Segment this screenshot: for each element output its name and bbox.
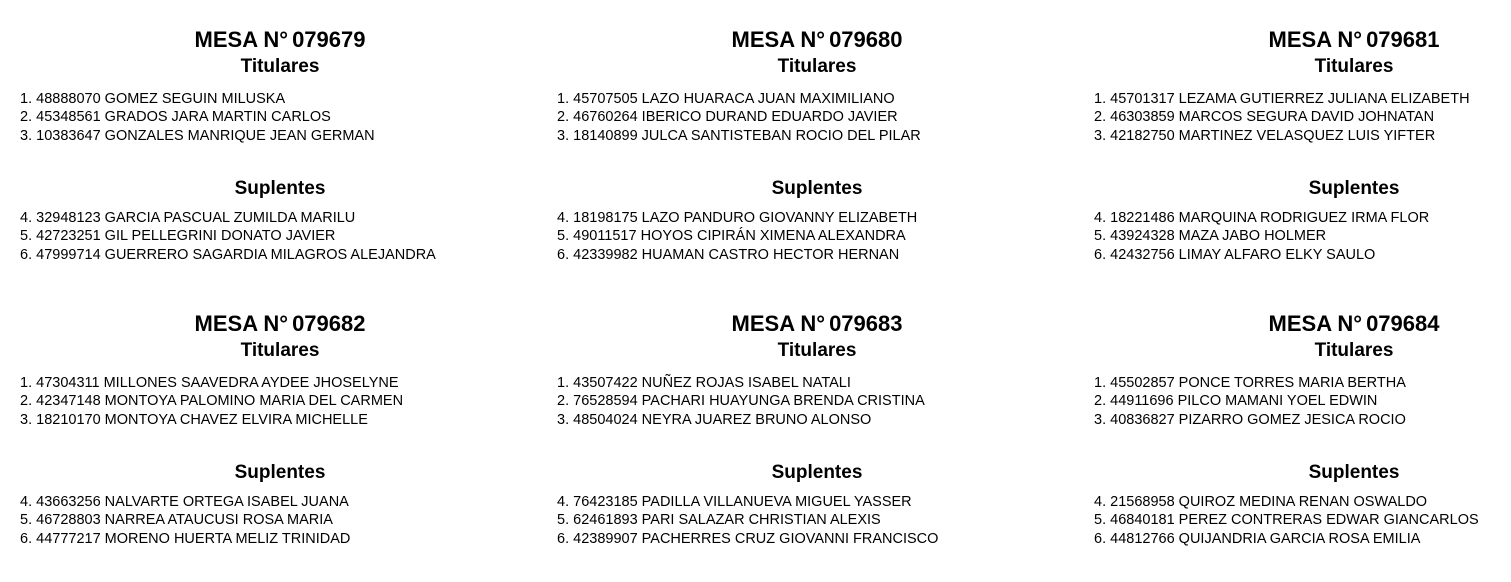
member-dni: 42182750 bbox=[1110, 127, 1175, 144]
suplentes-heading: Suplentes bbox=[771, 462, 863, 483]
member-index: 1. bbox=[557, 375, 570, 391]
list-item bbox=[20, 374, 403, 392]
list-item bbox=[20, 209, 436, 227]
mesa-title bbox=[687, 311, 947, 337]
member-dni: 46303859 bbox=[1110, 109, 1175, 126]
member-index: 4. bbox=[20, 210, 33, 226]
list-item bbox=[557, 227, 917, 245]
list-item bbox=[1094, 530, 1479, 548]
list-item bbox=[557, 209, 917, 227]
member-index: 3. bbox=[20, 411, 33, 428]
mesa-number: 079683 bbox=[829, 311, 903, 336]
titulares-list bbox=[1094, 90, 1470, 145]
member-index: 1. bbox=[1094, 375, 1107, 391]
mesa-number: 079684 bbox=[1366, 311, 1440, 336]
member-index: 4. bbox=[20, 494, 33, 510]
member-index: 5. bbox=[1094, 512, 1107, 529]
member-name: PACHARI HUAYUNGA BRENDA CRISTINA bbox=[641, 393, 925, 410]
member-index: 5. bbox=[557, 228, 570, 245]
member-dni: 45348561 bbox=[36, 109, 101, 126]
member-index: 2. bbox=[1094, 109, 1107, 126]
titulares-heading: Titulares bbox=[1314, 340, 1394, 361]
member-name: GONZALES MANRIQUE JEAN GERMAN bbox=[104, 127, 375, 144]
member-name: PILCO MAMANI YOEL EDWIN bbox=[1177, 393, 1378, 410]
member-name: GARCIA PASCUAL ZUMILDA MARILU bbox=[104, 210, 356, 226]
member-index: 3. bbox=[557, 411, 570, 428]
list-item bbox=[20, 411, 403, 429]
list-item bbox=[1094, 246, 1429, 264]
member-dni: 32948123 bbox=[36, 210, 101, 226]
titulares-heading: Titulares bbox=[1314, 56, 1394, 77]
member-dni: 46840181 bbox=[1110, 512, 1175, 529]
member-index: 4. bbox=[1094, 494, 1107, 510]
member-name: GRADOS JARA MARTIN CARLOS bbox=[104, 109, 331, 126]
member-index: 6. bbox=[20, 246, 33, 263]
list-item bbox=[1094, 209, 1429, 227]
member-dni: 18140899 bbox=[573, 127, 638, 144]
member-dni: 43663256 bbox=[36, 494, 101, 510]
list-item bbox=[1094, 90, 1470, 108]
member-name: GIL PELLEGRINI DONATO JAVIER bbox=[104, 228, 336, 245]
titulares-heading: Titulares bbox=[240, 56, 320, 77]
member-dni: 18221486 bbox=[1110, 210, 1175, 226]
mesa-number: 079681 bbox=[1366, 27, 1440, 52]
member-index: 6. bbox=[20, 530, 33, 547]
member-dni: 44812766 bbox=[1110, 530, 1175, 547]
member-dni: 45707505 bbox=[573, 91, 638, 107]
member-index: 3. bbox=[1094, 411, 1107, 428]
member-index: 2. bbox=[1094, 393, 1107, 410]
member-name: QUIROZ MEDINA RENAN OSWALDO bbox=[1178, 494, 1428, 510]
member-name: HOYOS CIPIRÁN XIMENA ALEXANDRA bbox=[640, 228, 906, 245]
member-name: NARREA ATAUCUSI ROSA MARIA bbox=[104, 512, 333, 529]
member-name: MILLONES SAAVEDRA AYDEE JHOSELYNE bbox=[103, 375, 399, 391]
member-dni: 47999714 bbox=[36, 246, 101, 263]
titulares-list bbox=[1094, 374, 1406, 429]
suplentes-heading: Suplentes bbox=[1308, 178, 1400, 199]
member-name: MARTINEZ VELASQUEZ LUIS YIFTER bbox=[1178, 127, 1436, 144]
list-item bbox=[557, 246, 917, 264]
member-name: QUIJANDRIA GARCIA ROSA EMILIA bbox=[1178, 530, 1421, 547]
list-item bbox=[1094, 227, 1429, 245]
mesa-prefix: MESA N° bbox=[731, 311, 826, 336]
suplentes-list bbox=[557, 209, 917, 264]
mesa-prefix: MESA N° bbox=[194, 311, 289, 336]
list-item bbox=[557, 374, 925, 392]
member-dni: 45502857 bbox=[1110, 375, 1175, 391]
member-name: PADILLA VILLANUEVA MIGUEL YASSER bbox=[641, 494, 912, 510]
member-dni: 42723251 bbox=[36, 228, 101, 245]
member-name: NEYRA JUAREZ BRUNO ALONSO bbox=[641, 411, 872, 428]
member-name: MORENO HUERTA MELIZ TRINIDAD bbox=[104, 530, 351, 547]
list-item bbox=[1094, 411, 1406, 429]
member-name: MARCOS SEGURA DAVID JOHNATAN bbox=[1178, 109, 1435, 126]
member-index: 1. bbox=[1094, 91, 1107, 107]
suplentes-list bbox=[20, 209, 436, 264]
member-dni: 21568958 bbox=[1110, 494, 1175, 510]
list-item bbox=[557, 90, 921, 108]
suplentes-list bbox=[557, 493, 938, 548]
member-name: LAZO HUARACA JUAN MAXIMILIANO bbox=[641, 91, 895, 107]
member-dni: 18198175 bbox=[573, 210, 638, 226]
member-name: PEREZ CONTRERAS EDWAR GIANCARLOS bbox=[1178, 512, 1479, 529]
titulares-list bbox=[20, 374, 403, 429]
mesa-title bbox=[150, 27, 410, 53]
member-dni: 47304311 bbox=[36, 375, 100, 391]
member-index: 5. bbox=[557, 512, 570, 529]
member-dni: 76528594 bbox=[573, 393, 638, 410]
member-dni: 45701317 bbox=[1110, 91, 1175, 107]
list-item bbox=[20, 127, 375, 145]
member-name: PACHERRES CRUZ GIOVANNI FRANCISCO bbox=[641, 530, 939, 547]
member-index: 4. bbox=[557, 494, 570, 510]
list-item bbox=[557, 530, 938, 548]
mesa-number: 079682 bbox=[292, 311, 366, 336]
member-name: MARQUINA RODRIGUEZ IRMA FLOR bbox=[1178, 210, 1430, 226]
member-index: 3. bbox=[1094, 127, 1107, 144]
suplentes-heading: Suplentes bbox=[1308, 462, 1400, 483]
member-name: JULCA SANTISTEBAN ROCIO DEL PILAR bbox=[641, 127, 921, 144]
member-dni: 49011517 bbox=[573, 228, 637, 245]
member-index: 6. bbox=[1094, 530, 1107, 547]
titulares-heading: Titulares bbox=[777, 56, 857, 77]
mesa-title bbox=[1224, 27, 1484, 53]
suplentes-list bbox=[1094, 493, 1479, 548]
member-dni: 42389907 bbox=[573, 530, 638, 547]
list-item bbox=[557, 411, 925, 429]
list-item bbox=[20, 511, 350, 529]
list-item bbox=[557, 108, 921, 126]
member-dni: 42432756 bbox=[1110, 246, 1175, 263]
member-dni: 44777217 bbox=[36, 530, 101, 547]
list-item bbox=[557, 511, 938, 529]
member-dni: 40836827 bbox=[1110, 411, 1175, 428]
member-index: 2. bbox=[557, 393, 570, 410]
member-index: 6. bbox=[1094, 246, 1107, 263]
member-name: MONTOYA CHAVEZ ELVIRA MICHELLE bbox=[104, 411, 368, 428]
mesa-title bbox=[1224, 311, 1484, 337]
member-index: 3. bbox=[20, 127, 33, 144]
member-name: PONCE TORRES MARIA BERTHA bbox=[1178, 375, 1406, 391]
suplentes-heading: Suplentes bbox=[234, 462, 326, 483]
list-item bbox=[20, 392, 403, 410]
member-name: LAZO PANDURO GIOVANNY ELIZABETH bbox=[641, 210, 918, 226]
mesa-prefix: MESA N° bbox=[194, 27, 289, 52]
member-name: GUERRERO SAGARDIA MILAGROS ALEJANDRA bbox=[104, 246, 436, 263]
list-item bbox=[1094, 493, 1479, 511]
mesa-prefix: MESA N° bbox=[731, 27, 826, 52]
mesa-prefix: MESA N° bbox=[1268, 311, 1363, 336]
member-name: IBERICO DURAND EDUARDO JAVIER bbox=[641, 109, 898, 126]
list-item bbox=[20, 246, 436, 264]
list-item bbox=[20, 90, 375, 108]
member-name: NUÑEZ ROJAS ISABEL NATALI bbox=[641, 375, 851, 391]
list-item bbox=[20, 227, 436, 245]
list-item bbox=[20, 493, 350, 511]
member-dni: 46728803 bbox=[36, 512, 101, 529]
suplentes-heading: Suplentes bbox=[771, 178, 863, 199]
member-index: 3. bbox=[557, 127, 570, 144]
member-dni: 48504024 bbox=[573, 411, 638, 428]
mesa-title bbox=[687, 27, 947, 53]
member-dni: 42347148 bbox=[36, 393, 101, 410]
member-dni: 10383647 bbox=[36, 127, 101, 144]
member-index: 6. bbox=[557, 246, 570, 263]
list-item bbox=[20, 530, 350, 548]
member-dni: 46760264 bbox=[573, 109, 638, 126]
list-item bbox=[557, 127, 921, 145]
suplentes-list bbox=[1094, 209, 1429, 264]
member-dni: 43507422 bbox=[573, 375, 638, 391]
list-item bbox=[1094, 127, 1470, 145]
member-name: NALVARTE ORTEGA ISABEL JUANA bbox=[104, 494, 349, 510]
member-name: HUAMAN CASTRO HECTOR HERNAN bbox=[641, 246, 900, 263]
member-index: 5. bbox=[1094, 228, 1107, 245]
mesa-number: 079680 bbox=[829, 27, 903, 52]
member-index: 2. bbox=[557, 109, 570, 126]
member-index: 5. bbox=[20, 228, 33, 245]
list-item bbox=[20, 108, 375, 126]
member-index: 1. bbox=[20, 375, 33, 391]
member-index: 4. bbox=[1094, 210, 1107, 226]
suplentes-list bbox=[20, 493, 350, 548]
member-dni: 48888070 bbox=[36, 91, 101, 107]
member-dni: 44911696 bbox=[1110, 393, 1174, 410]
member-name: PIZARRO GOMEZ JESICA ROCIO bbox=[1178, 411, 1406, 428]
member-dni: 62461893 bbox=[573, 512, 638, 529]
member-name: MAZA JABO HOLMER bbox=[1178, 228, 1327, 245]
member-name: PARI SALAZAR CHRISTIAN ALEXIS bbox=[641, 512, 881, 529]
titulares-list bbox=[557, 374, 925, 429]
list-item bbox=[1094, 511, 1479, 529]
member-dni: 76423185 bbox=[573, 494, 638, 510]
member-name: LEZAMA GUTIERREZ JULIANA ELIZABETH bbox=[1178, 91, 1470, 107]
member-index: 2. bbox=[20, 109, 33, 126]
mesa-number: 079679 bbox=[292, 27, 366, 52]
member-name: MONTOYA PALOMINO MARIA DEL CARMEN bbox=[104, 393, 404, 410]
member-dni: 43924328 bbox=[1110, 228, 1175, 245]
list-item bbox=[1094, 374, 1406, 392]
member-index: 6. bbox=[557, 530, 570, 547]
list-item bbox=[557, 392, 925, 410]
member-dni: 18210170 bbox=[36, 411, 101, 428]
titulares-list bbox=[557, 90, 921, 145]
member-index: 1. bbox=[557, 91, 570, 107]
list-item bbox=[557, 493, 938, 511]
member-name: GOMEZ SEGUIN MILUSKA bbox=[104, 91, 286, 107]
titulares-heading: Titulares bbox=[240, 340, 320, 361]
member-index: 5. bbox=[20, 512, 33, 529]
member-name: LIMAY ALFARO ELKY SAULO bbox=[1178, 246, 1376, 263]
list-item bbox=[1094, 392, 1406, 410]
list-item bbox=[1094, 108, 1470, 126]
member-index: 1. bbox=[20, 91, 33, 107]
titulares-heading: Titulares bbox=[777, 340, 857, 361]
member-index: 2. bbox=[20, 393, 33, 410]
suplentes-heading: Suplentes bbox=[234, 178, 326, 199]
member-dni: 42339982 bbox=[573, 246, 638, 263]
mesa-prefix: MESA N° bbox=[1268, 27, 1363, 52]
mesa-title bbox=[150, 311, 410, 337]
titulares-list bbox=[20, 90, 375, 145]
member-index: 4. bbox=[557, 210, 570, 226]
